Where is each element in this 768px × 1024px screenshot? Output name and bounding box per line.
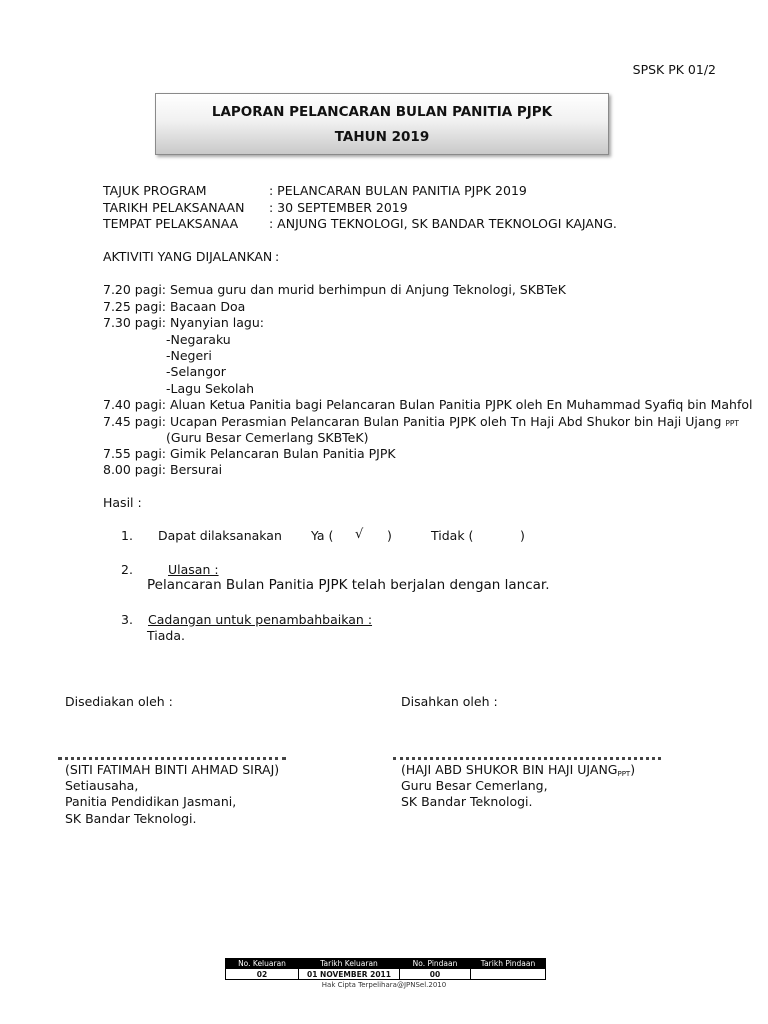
- report-title: LAPORAN PELANCARAN BULAN PANITIA PJPK: [211, 104, 553, 120]
- approver-role: Guru Besar Cemerlang,: [401, 778, 548, 793]
- schedule-item-suffix: PPT: [725, 419, 740, 428]
- song-item: -Negeri: [166, 348, 212, 363]
- signature-line-right: [393, 757, 661, 760]
- activities-heading: AKTIVITI YANG DIJALANKAN: [103, 249, 273, 264]
- no-option-close: ): [520, 528, 525, 543]
- approver-name-close: ): [630, 762, 636, 777]
- table-header: No. Pindaan: [400, 959, 471, 969]
- approved-by-label: Disahkan oleh :: [401, 694, 498, 709]
- preparer-role: Setiausaha,: [65, 778, 139, 793]
- table-row: [226, 969, 546, 980]
- comment-text: Pelancaran Bulan Panitia PJPK telah berjalan dengan lancar.: [147, 577, 550, 593]
- document-control-table: [225, 958, 546, 980]
- schedule-item-subtitle: (Guru Besar Cemerlang SKBTeK): [166, 430, 369, 445]
- prepared-by-label: Disediakan oleh :: [65, 694, 173, 709]
- schedule-item: [103, 414, 739, 429]
- info-value-date: : 30 SEPTEMBER 2019: [269, 200, 408, 215]
- song-item: -Selangor: [166, 364, 226, 379]
- activities-colon: :: [275, 249, 280, 264]
- preparer-school: SK Bandar Teknologi.: [65, 811, 197, 826]
- approver-name: [401, 762, 635, 778]
- schedule-item: 7.20 pagi: Semua guru dan murid berhimpun di Anjung Teknologi, SKBTeK: [103, 282, 566, 297]
- approver-name-suffix: PPT: [617, 770, 631, 778]
- table-header: Tarikh Pindaan: [471, 959, 546, 969]
- result-number: 3.: [121, 612, 133, 627]
- info-label-venue: TEMPAT PELAKSANAA: [103, 216, 239, 231]
- title-box: [155, 93, 609, 155]
- table-cell: 01 NOVEMBER 2011: [299, 969, 400, 980]
- song-item: -Negaraku: [166, 332, 231, 347]
- table-cell: 02: [226, 969, 299, 980]
- yes-option-close: ): [387, 528, 392, 543]
- approver-school: SK Bandar Teknologi.: [401, 794, 533, 809]
- document-reference: SPSK PK 01/2: [632, 62, 716, 77]
- table-header-row: [226, 959, 546, 969]
- table-header: No. Keluaran: [226, 959, 299, 969]
- result-number: 2.: [121, 562, 133, 577]
- schedule-item: 7.55 pagi: Gimik Pelancaran Bulan Panitia PJPK: [103, 446, 396, 461]
- schedule-item: 8.00 pagi: Bersurai: [103, 462, 223, 477]
- copyright-notice: Hak Cipta Terpelihara@JPNSel.2010: [321, 981, 447, 989]
- results-heading: Hasil :: [103, 495, 142, 510]
- info-label-program: TAJUK PROGRAM: [103, 183, 207, 198]
- suggestion-text: Tiada.: [147, 628, 185, 643]
- table-header: Tarikh Keluaran: [299, 959, 400, 969]
- preparer-name: (SITI FATIMAH BINTI AHMAD SIRAJ): [65, 762, 280, 777]
- info-value-program: : PELANCARAN BULAN PANITIA PJPK 2019: [269, 183, 527, 198]
- yes-option-label: Ya (: [311, 528, 334, 543]
- schedule-item-text: 7.45 pagi: Ucapan Perasmian Pelancaran Bulan Panitia PJPK oleh Tn Haji Abd Shukor bin Haji Ujang: [103, 414, 722, 429]
- approver-name-text: (HAJI ABD SHUKOR BIN HAJI UJANG: [401, 762, 618, 777]
- schedule-item: 7.30 pagi: Nyanyian lagu:: [103, 315, 264, 330]
- table-cell: 00: [400, 969, 471, 980]
- result-number: 1.: [121, 528, 133, 543]
- comment-label: Ulasan :: [168, 562, 219, 577]
- schedule-item: 7.40 pagi: Aluan Ketua Panitia bagi Pelancaran Bulan Panitia PJPK oleh En Muhammad Syafiq bin Mahfol: [103, 397, 753, 412]
- report-year: TAHUN 2019: [334, 129, 430, 145]
- no-option-label: Tidak (: [431, 528, 474, 543]
- check-mark-icon: √: [355, 527, 364, 542]
- info-label-date: TARIKH PELAKSANAAN: [103, 200, 245, 215]
- schedule-item: 7.25 pagi: Bacaan Doa: [103, 299, 246, 314]
- table-cell: [471, 969, 546, 980]
- signature-line-left: [58, 757, 286, 760]
- result-label: Dapat dilaksanakan: [158, 528, 282, 543]
- preparer-unit: Panitia Pendidikan Jasmani,: [65, 794, 237, 809]
- info-value-venue: : ANJUNG TEKNOLOGI, SK BANDAR TEKNOLOGI KAJANG.: [269, 216, 617, 231]
- suggestion-label: Cadangan untuk penambahbaikan :: [148, 612, 373, 627]
- song-item: -Lagu Sekolah: [166, 381, 255, 396]
